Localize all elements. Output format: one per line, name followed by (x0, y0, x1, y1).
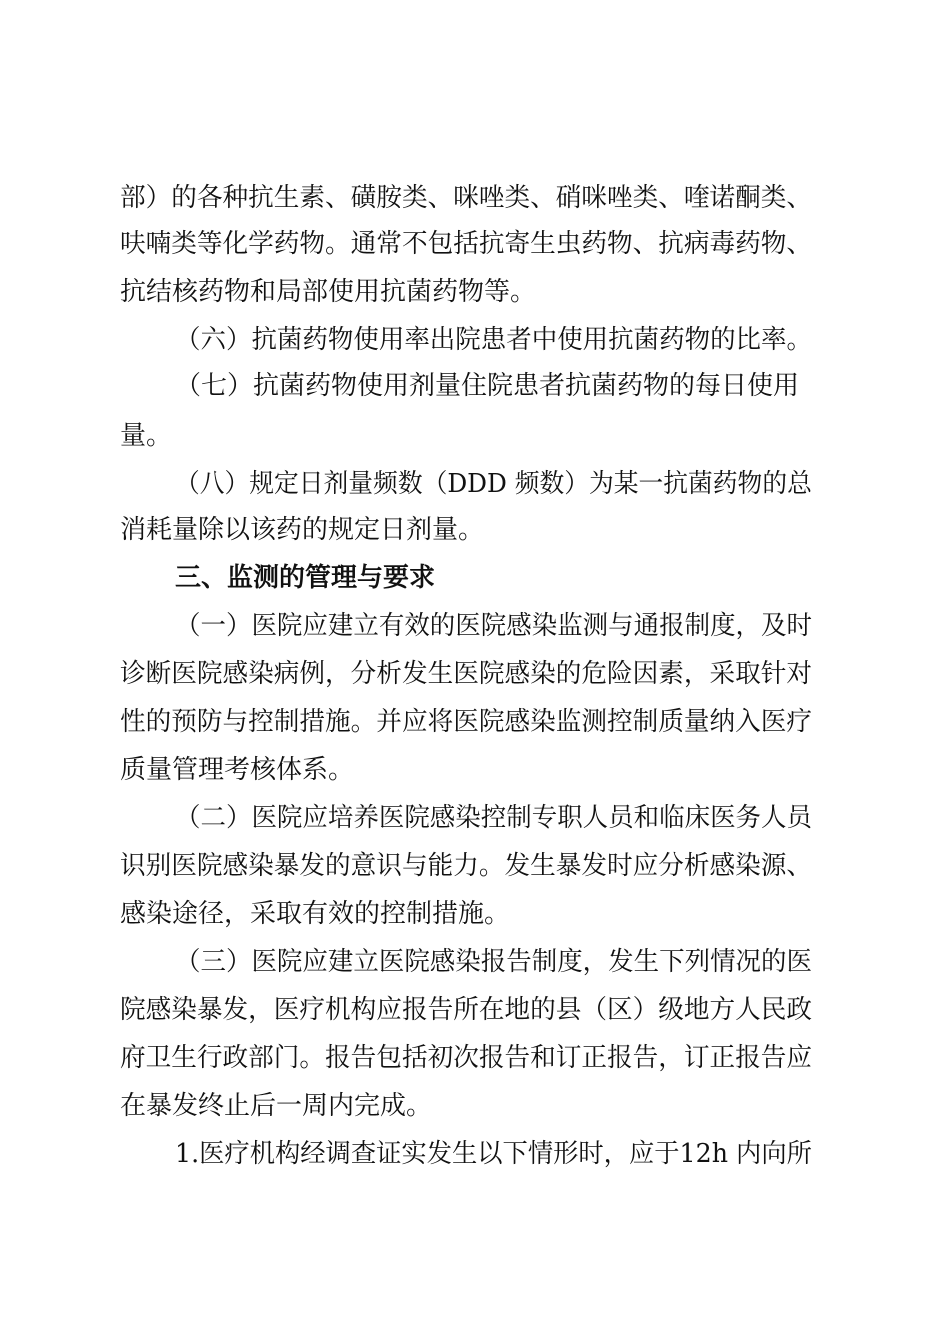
body-text-line: 识别医院感染暴发的意识与能力。发生暴发时应分析感染源、 (120, 851, 813, 881)
body-text-line: （六）抗菌药物使用率出院患者中使用抗菌药物的比率。 (175, 325, 813, 355)
body-text-line: 1.医疗机构经调查证实发生以下情形时，应于12h 内向所 (175, 1139, 812, 1169)
body-text-line: 部）的各种抗生素、磺胺类、咪唑类、硝咪唑类、喹诺酮类、 (120, 183, 813, 213)
body-text-line: 性的预防与控制措施。并应将医院感染监测控制质量纳入医疗 (120, 707, 813, 737)
section-heading: 三、监测的管理与要求 (175, 563, 436, 593)
body-text-line: 消耗量除以该药的规定日剂量。 (120, 515, 485, 545)
body-text-line: 呋喃类等化学药物。通常不包括抗寄生虫药物、抗病毒药物、 (120, 229, 813, 259)
body-text-line: （三）医院应建立医院感染报告制度，发生下列情况的医 (175, 947, 813, 977)
body-text-line: （二）医院应培养医院感染控制专职人员和临床医务人员 (175, 803, 813, 833)
body-text-line: 院感染暴发，医疗机构应报告所在地的县（区）级地方人民政 (120, 995, 813, 1025)
body-text-line: （七）抗菌药物使用剂量住院患者抗菌药物的每日使用 (175, 371, 800, 401)
body-text-line: 抗结核药物和局部使用抗菌药物等。 (120, 277, 537, 307)
body-text-line: 感染途径，采取有效的控制措施。 (120, 899, 511, 929)
body-text-line: 在暴发终止后一周内完成。 (120, 1091, 433, 1121)
body-text-line: 质量管理考核体系。 (120, 755, 355, 785)
body-text-line: （一）医院应建立有效的医院感染监测与通报制度，及时 (175, 611, 813, 641)
body-text-line: 府卫生行政部门。报告包括初次报告和订正报告，订正报告应 (120, 1043, 813, 1073)
body-text-line: 诊断医院感染病例，分析发生医院感染的危险因素，采取针对 (120, 659, 813, 689)
body-text-line: 量。 (120, 421, 173, 451)
body-text-line: （八）规定日剂量频数（DDD 频数）为某一抗菌药物的总 (175, 469, 812, 499)
